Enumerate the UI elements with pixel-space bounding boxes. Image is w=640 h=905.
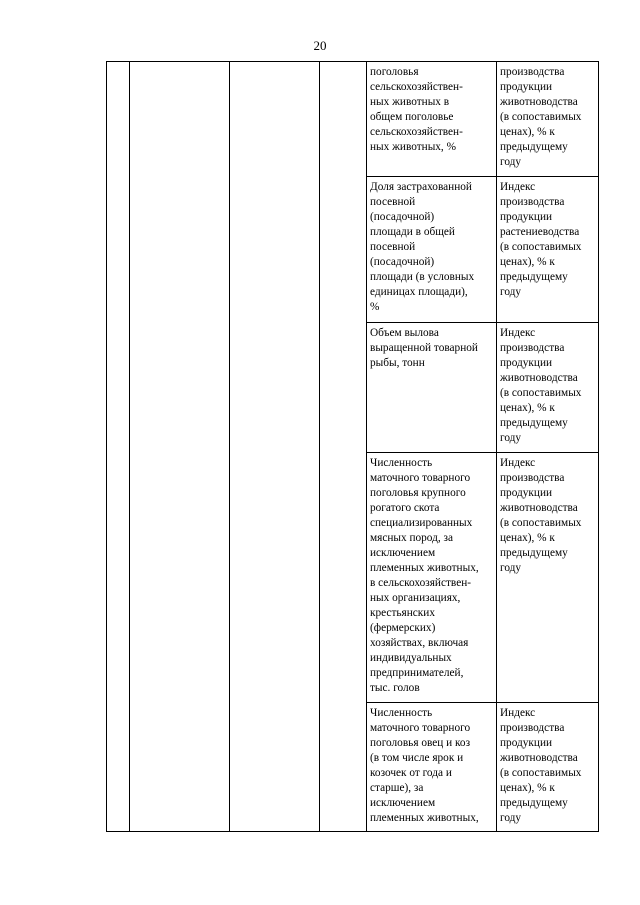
indicator-cell bbox=[367, 453, 497, 703]
column-3-cell bbox=[230, 62, 320, 832]
indicator-cell bbox=[367, 703, 497, 832]
indicator-text: Объем вылова выращенной товарной рыбы, тонн bbox=[370, 327, 478, 369]
column-1-cell bbox=[107, 62, 130, 832]
index-cell bbox=[497, 323, 599, 453]
indicator-cell bbox=[367, 177, 497, 323]
index-cell bbox=[497, 62, 599, 177]
indicator-text: Численность маточного товарного поголовья овец и коз (в том числе ярок и козочек от года и старше), за исключением племенных животных, bbox=[370, 707, 479, 824]
indicator-cell bbox=[367, 62, 497, 177]
indicator-text: поголовья сельскохозяйствен- ных животных в общем поголовье сельскохозяйствен- ных животных, % bbox=[370, 66, 463, 153]
table-row bbox=[107, 62, 599, 177]
page-number: 20 bbox=[313, 38, 327, 53]
index-cell bbox=[497, 177, 599, 323]
index-text: Индекс производства продукции растениеводства (в сопоставимых ценах), % к предыдущему году bbox=[500, 181, 582, 298]
column-2-cell bbox=[130, 62, 230, 832]
indicator-text: Численность маточного товарного поголовья крупного рогатого скота специализированных мясных пород, за исключением племенных животных, в сельскохозяйствен- ных организациях, крестьянских (фермерских) хозяйствах, включая индивидуальных предпринимателей, тыс. голов bbox=[370, 457, 479, 694]
column-4-cell bbox=[320, 62, 367, 832]
index-cell bbox=[497, 453, 599, 703]
index-text: Индекс производства продукции животноводства (в сопоставимых ценах), % к предыдущему году bbox=[500, 707, 582, 824]
index-text: производства продукции животноводства (в сопоставимых ценах), % к предыдущему году bbox=[500, 66, 582, 168]
indicators-table bbox=[106, 61, 599, 832]
indicator-cell bbox=[367, 323, 497, 453]
index-cell bbox=[497, 703, 599, 832]
indicator-text: Доля застрахованной посевной (посадочной) площади в общей посевной (посадочной) площади (в условных единицах площади), % bbox=[370, 181, 475, 313]
index-text: Индекс производства продукции животноводства (в сопоставимых ценах), % к предыдущему году bbox=[500, 457, 582, 574]
index-text: Индекс производства продукции животноводства (в сопоставимых ценах), % к предыдущему году bbox=[500, 327, 582, 444]
